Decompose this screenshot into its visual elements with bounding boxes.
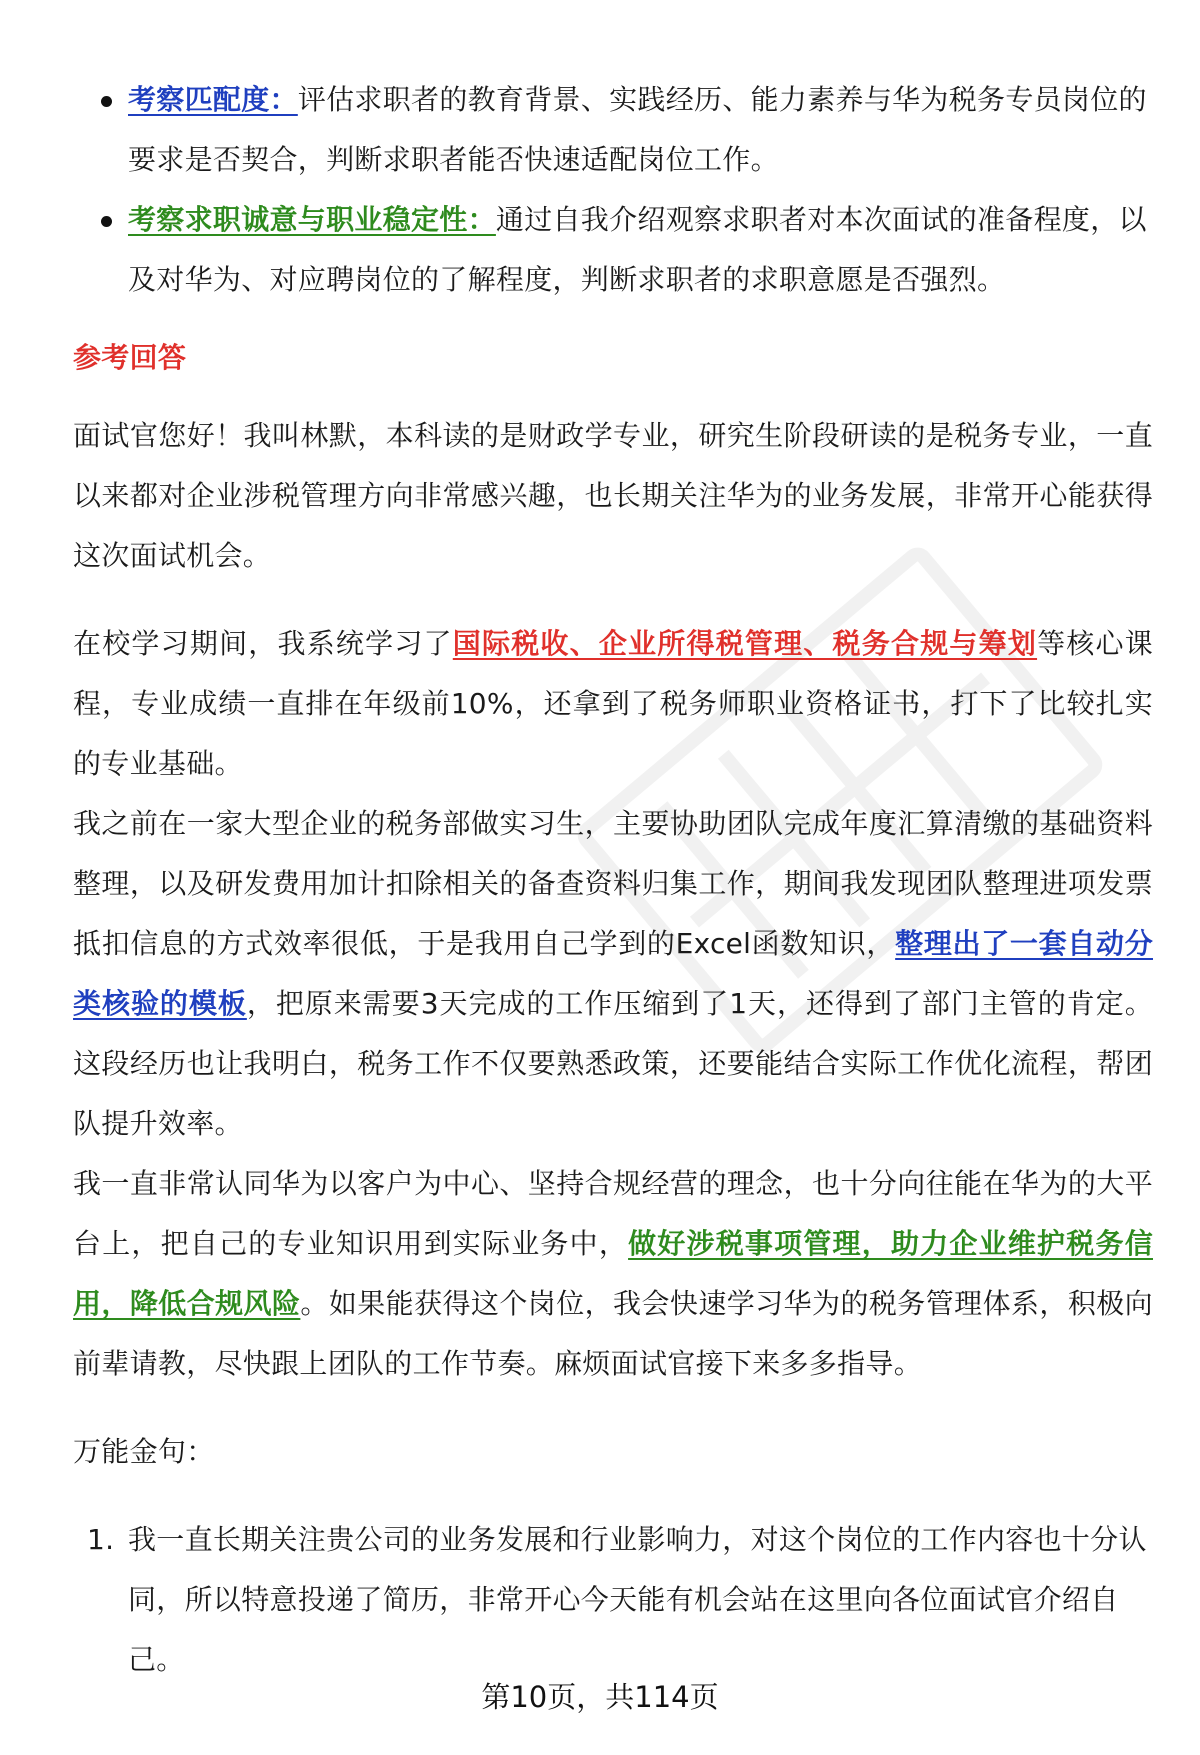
answer-paragraph-motivation <box>73 1154 1153 1394</box>
answer-paragraph-internship <box>73 794 1153 1154</box>
paragraph-text: 。如果能获得这个岗位，我会快速学习华为的税务管理体系，积极向前辈请教，尽快跟上团队的工作节奏。麻烦面试官接下来多多指导。 <box>73 1287 1153 1380</box>
criteria-text-match: 评估求职者的教育背景、实践经历、能力素养与华为税务专员岗位的要求是否契合，判断求职者能否快速适配岗位工作。 <box>128 83 1147 176</box>
criteria-label-match: 考察匹配度： <box>128 83 298 116</box>
list-item <box>73 190 1153 310</box>
paragraph-text: 我之前在一家大型企业的税务部做实习生，主要协助团队完成年度汇算清缴的基础资料整理，以及研发费用加计扣除相关的备查资料归集工作，期间我发现团队整理进项发票抵扣信息的方式效率很低，于是我用自己学到的Excel函数知识， <box>73 807 1153 960</box>
answer-paragraph-study <box>73 614 1153 794</box>
paragraph-text: 等核心课程，专业成绩一直排在年级前10%，还拿到了税务师职业资格证书，打下了比较扎实的专业基础。 <box>73 627 1154 780</box>
list-item <box>73 1510 1153 1690</box>
bullet-dot-icon <box>101 96 112 107</box>
criteria-list <box>73 70 1153 310</box>
paragraph-text: 我一直非常认同华为以客户为中心、坚持合规经营的理念，也十分向往能在华为的大平台上，把自己的专业知识用到实际业务中， <box>73 1167 1153 1260</box>
golden-item-text: 我一直长期关注贵公司的业务发展和行业影响力，对这个岗位的工作内容也十分认同，所以特意投递了简历，非常开心今天能有机会站在这里向各位面试官介绍自己。 <box>128 1523 1147 1676</box>
paragraph-text: 在校学习期间，我系统学习了 <box>73 627 453 660</box>
section-title: 参考回答 <box>73 341 187 374</box>
answer-paragraph-intro: 面试官您好！我叫林默，本科读的是财政学专业，研究生阶段研读的是税务专业，一直以来都对企业涉税管理方向非常感兴趣，也长期关注华为的业务发展，非常开心能获得这次面试机会。 <box>73 419 1153 572</box>
list-item <box>73 70 1153 190</box>
main-content <box>73 70 1153 1690</box>
highlight-courses: 国际税收、企业所得税管理、税务合规与筹划 <box>452 627 1038 660</box>
criteria-text-sincerity: 通过自我介绍观察求职者对本次面试的准备程度，以及对华为、对应聘岗位的了解程度，判断求职者的求职意愿是否强烈。 <box>128 203 1147 296</box>
highlight-template: 整理出了一套自动分类核验的模板 <box>73 927 1153 1020</box>
paragraph-text: ，把原来需要3天完成的工作压缩到了1天，还得到了部门主管的肯定。这段经历也让我明白，税务工作不仅要熟悉政策，还要能结合实际工作优化流程，帮团队提升效率。 <box>73 987 1153 1140</box>
highlight-goal: 做好涉税事项管理，助力企业维护税务信用，降低合规风险 <box>73 1227 1153 1320</box>
criteria-label-sincerity: 考察求职诚意与职业稳定性： <box>128 203 496 236</box>
golden-list <box>73 1510 1153 1690</box>
page-footer: 第10页，共114页 <box>481 1680 719 1714</box>
list-number: 1. <box>87 1523 115 1556</box>
bullet-dot-icon <box>101 216 112 227</box>
golden-title: 万能金句： <box>73 1435 215 1468</box>
